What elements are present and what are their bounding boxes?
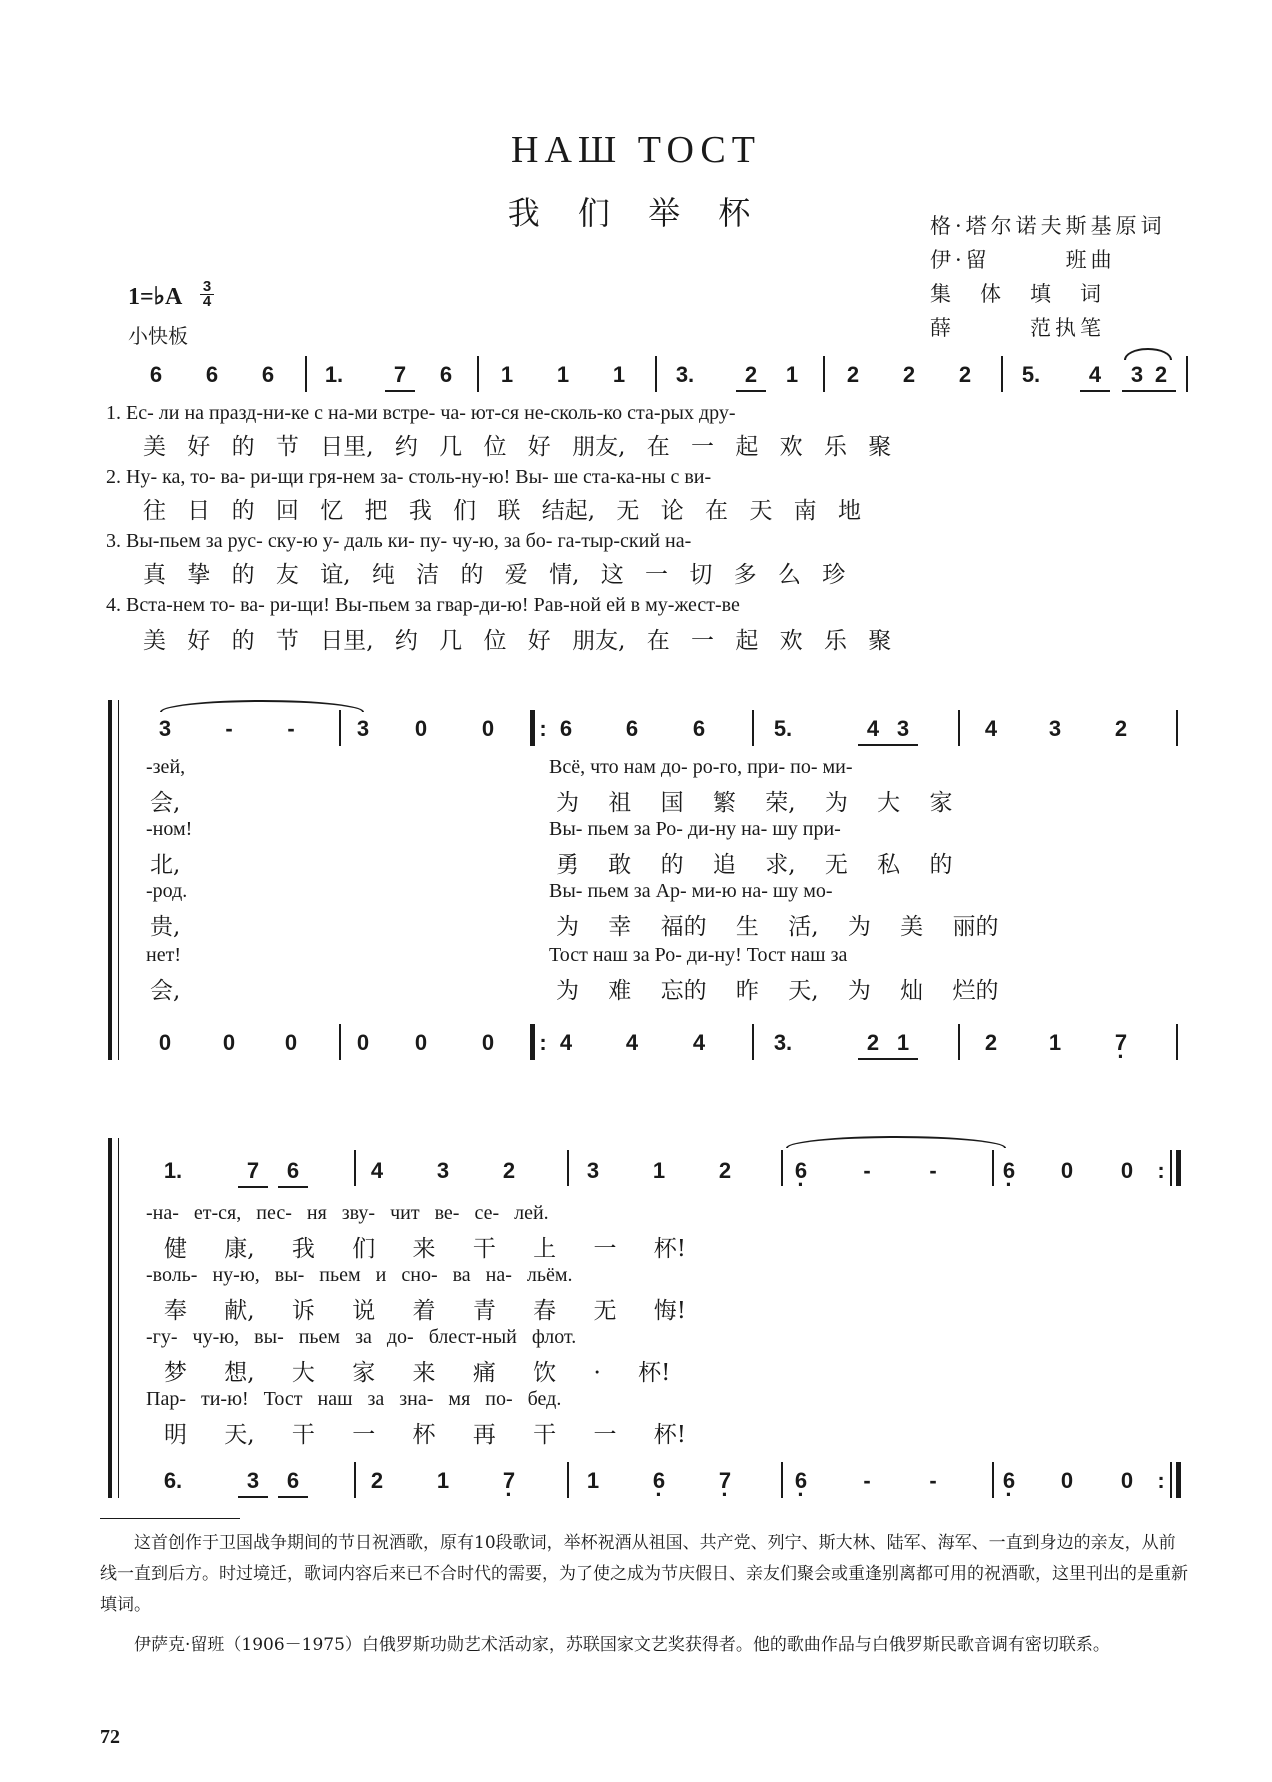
time-bottom: 4 (200, 294, 214, 309)
note: 2 (846, 362, 860, 387)
note: 0 (158, 1030, 172, 1055)
barline (1001, 356, 1003, 392)
note: 3 (238, 1466, 268, 1498)
note: 6 · (786, 1466, 816, 1496)
note: 2 (718, 1158, 732, 1183)
note: - (287, 716, 295, 741)
barline (567, 1150, 569, 1186)
song-title-russian: НАШ ТОСТ (511, 129, 761, 171)
lyric-line: 北, (150, 852, 181, 878)
system-line (118, 700, 119, 1060)
lyric-line: 会, (150, 978, 181, 1004)
note: 2 (736, 360, 766, 392)
note: - (929, 1468, 937, 1493)
repeat-dots: : (1157, 1158, 1165, 1183)
barline (958, 710, 960, 746)
note: 3 (1048, 716, 1062, 741)
repeat-dots: : (539, 716, 547, 741)
lyric-line: 2. Ну- ка, то- ва- ри-щи гря-нем за- столь-ну-ю! Вы- ше ста-ка-ны с ви- (106, 466, 712, 488)
note: 6 (692, 716, 706, 741)
repeat-bar (530, 1024, 535, 1060)
note: 3 (586, 1158, 600, 1183)
note: 2 (1146, 360, 1176, 392)
note: 7 · (1106, 1028, 1136, 1058)
lyric-line: Всё, что нам до- ро-го, при- по- ми- (549, 756, 853, 778)
lyric-line: 梦 想, 大 家 来 痛 饮 · 杯! (164, 1360, 671, 1386)
note: 1 (612, 362, 626, 387)
note: 2 (502, 1158, 516, 1183)
footnote-history: 这首创作于卫国战争期间的节日祝酒歌，原有10段歌词，举杯祝酒从祖国、共产党、列宁、斯大林、陆军、海军、一直到身边的亲友，从前线一直到后方。时过境迁，歌词内容后来已不合时代的需要，为了使之成为节庆假日、亲友们聚会或重逢别离都可用的祝酒歌，这里刊出的是重新填词。 (100, 1533, 1188, 1615)
barline (354, 1150, 356, 1186)
note: 4 (692, 1030, 706, 1055)
note: 1 (652, 1158, 666, 1183)
note: 3 (436, 1158, 450, 1183)
note: 3. (773, 1030, 793, 1055)
barline (1176, 710, 1178, 746)
note: 5. (1021, 362, 1041, 387)
note: 6 · (644, 1466, 674, 1496)
tie (786, 1136, 1006, 1148)
end-repeat-bar-thick (1176, 1150, 1181, 1186)
note: 6 (149, 362, 163, 387)
note: 6 (261, 362, 275, 387)
lyric-line: 真 挚 的 友 谊, 纯 洁 的 爱 情, 这 一 切 多 么 珍 (143, 562, 846, 588)
note: 1 (500, 362, 514, 387)
barline (823, 356, 825, 392)
note: 7 (385, 360, 415, 392)
lyric-line: 美 好 的 节 日里, 约 几 位 好 朋友, 在 一 起 欢 乐 聚 (143, 628, 892, 654)
note: - (225, 716, 233, 741)
lyric-line: 为 难 忘的 昨 天, 为 灿 烂的 (556, 978, 999, 1004)
note: 6 (625, 716, 639, 741)
note: 2 (1114, 716, 1128, 741)
note: 2 (902, 362, 916, 387)
note: 1 (1048, 1030, 1062, 1055)
lyric-line: 3. Вы-пьем за рус- ску-ю у- даль ки- пу- чу-ю, за бо- га-тыр-ский на- (106, 530, 692, 552)
note: 4 (858, 714, 888, 746)
slur (1124, 348, 1172, 360)
song-title-chinese: 我 们 举 杯 (507, 194, 765, 232)
lyric-line: 往 日 的 回 忆 把 我 们 联 结起, 无 论 在 天 南 地 (143, 498, 861, 524)
note: 0 (414, 1030, 428, 1055)
note: 6 (205, 362, 219, 387)
lyric-line: -зей, (146, 756, 186, 778)
lyric-line: 会, (150, 790, 181, 816)
end-repeat-bar (1170, 1462, 1172, 1498)
credit-lyricist: 格·塔尔诺夫斯基原词 (930, 214, 1166, 238)
note: 6 (559, 716, 573, 741)
lyric-line: 为 祖 国 繁 荣, 为 大 家 (556, 790, 953, 816)
lyric-line: 为 幸 福的 生 活, 为 美 丽的 (556, 914, 999, 940)
lyric-line: 明 天, 干 一 杯 再 干 一 杯! (164, 1422, 687, 1448)
note: 6 (278, 1466, 308, 1498)
lyric-line: Тост наш за Ро- ди-ну! Тост наш за (549, 944, 848, 966)
barline (781, 1462, 783, 1498)
lyric-line: нет! (146, 944, 181, 966)
page-number: 72 (100, 1726, 120, 1748)
barline (339, 1024, 341, 1060)
lyric-line: 勇 敢 的 追 求, 无 私 的 (556, 852, 953, 878)
barline (958, 1024, 960, 1060)
note: 4 (625, 1030, 639, 1055)
lyric-line: -ном! (146, 818, 193, 840)
note: 6 · (994, 1466, 1024, 1496)
barline (477, 356, 479, 392)
note: 0 (414, 716, 428, 741)
note: 3 (888, 714, 918, 746)
lyric-line: 贵, (150, 914, 181, 940)
note: 0 (284, 1030, 298, 1055)
lyric-line: Вы- пьем за Ар- ми-ю на- шу мо- (549, 880, 833, 902)
note: 0 (356, 1030, 370, 1055)
note: - (863, 1468, 871, 1493)
barline (781, 1150, 783, 1186)
note: 3 (158, 716, 172, 741)
note: 7 (238, 1156, 268, 1188)
barline (1186, 356, 1188, 392)
note: 6 · (786, 1156, 816, 1186)
tie (160, 700, 364, 712)
note: 1 (556, 362, 570, 387)
lyric-line: 1. Ес- ли на празд-ни-ке с на-ми встре- ча- ют-ся не-сколь-ко ста-рых дру- (106, 402, 736, 424)
note: 0 (1120, 1468, 1134, 1493)
note: 4 (559, 1030, 573, 1055)
note: 0 (481, 1030, 495, 1055)
lyric-line: Пар- ти-ю! Тост наш за зна- мя по- бед. (146, 1388, 562, 1410)
system-line (118, 1138, 119, 1498)
tempo-marking: 小快板 (128, 324, 188, 348)
barline (567, 1462, 569, 1498)
barline (1176, 1024, 1178, 1060)
note: 0 (481, 716, 495, 741)
repeat-dots: : (539, 1030, 547, 1055)
key-signature: 1=♭A (128, 284, 183, 310)
repeat-bar (530, 710, 535, 746)
credit-adapter: 集 体 填 词 (930, 282, 1105, 306)
system-bracket (108, 1138, 112, 1498)
note: - (863, 1158, 871, 1183)
note: 4 (1080, 360, 1110, 392)
note: 1 (785, 362, 799, 387)
footnote-rule (100, 1518, 240, 1519)
credit-composer: 伊·留 班曲 (930, 248, 1116, 272)
system-bracket (108, 700, 112, 1060)
note: 4 (370, 1158, 384, 1183)
footnote-composer: 伊萨克·留班（1906－1975）白俄罗斯功勋艺术活动家，苏联国家文艺奖获得者。他的歌曲作品与白俄罗斯民歌音调有密切联系。 (134, 1635, 1110, 1655)
note: 6 (439, 362, 453, 387)
lyric-line: -на- ет-ся, пес- ня зву- чит ве- се- лей. (146, 1202, 549, 1224)
barline (752, 710, 754, 746)
note: - (929, 1158, 937, 1183)
note: 3. (675, 362, 695, 387)
lyric-line: -воль- ну-ю, вы- пьем и сно- ва на- льём. (146, 1264, 573, 1286)
lyric-line: -гу- чу-ю, вы- пьем за до- блест-ный флот. (146, 1326, 577, 1348)
note: 2 (958, 362, 972, 387)
lyric-line: 美 好 的 节 日里, 约 几 位 好 朋友, 在 一 起 欢 乐 聚 (143, 434, 892, 460)
end-repeat-bar (1170, 1150, 1172, 1186)
note: 0 (1060, 1158, 1074, 1183)
barline (354, 1462, 356, 1498)
time-signature (200, 280, 214, 309)
barline (305, 356, 307, 392)
note: 2 (858, 1028, 888, 1060)
repeat-dots: : (1157, 1468, 1165, 1493)
barline (752, 1024, 754, 1060)
barline (655, 356, 657, 392)
note: 6. (163, 1468, 183, 1493)
note: 5. (773, 716, 793, 741)
note: 4 (984, 716, 998, 741)
lyric-line: Вы- пьем за Ро- ди-ну на- шу при- (549, 818, 841, 840)
note: 7 · (494, 1466, 524, 1496)
lyric-line: 4. Вста-нем то- ва- ри-щи! Вы-пьем за гвар-ди-ю! Рав-ной ей в му-жест-ве (106, 594, 740, 616)
lyric-line: 奉 献, 诉 说 着 青 春 无 悔! (164, 1298, 687, 1324)
lyric-line: -род. (146, 880, 188, 902)
credit-writer: 薛 范执笔 (930, 316, 1105, 340)
note: 6 · (994, 1156, 1024, 1186)
note: 7 · (710, 1466, 740, 1496)
note: 1. (163, 1158, 183, 1183)
note: 3 (1122, 360, 1152, 392)
note: 2 (370, 1468, 384, 1493)
note: 1. (324, 362, 344, 387)
time-top: 3 (202, 278, 212, 295)
note: 2 (984, 1030, 998, 1055)
note: 6 (278, 1156, 308, 1188)
note: 1 (586, 1468, 600, 1493)
note: 0 (1120, 1158, 1134, 1183)
note: 3 (356, 716, 370, 741)
note: 1 (436, 1468, 450, 1493)
end-repeat-bar-thick (1176, 1462, 1181, 1498)
note: 1 (888, 1028, 918, 1060)
note: 0 (1060, 1468, 1074, 1493)
lyric-line: 健 康, 我 们 来 干 上 一 杯! (164, 1236, 687, 1262)
barline (339, 710, 341, 746)
note: 0 (222, 1030, 236, 1055)
